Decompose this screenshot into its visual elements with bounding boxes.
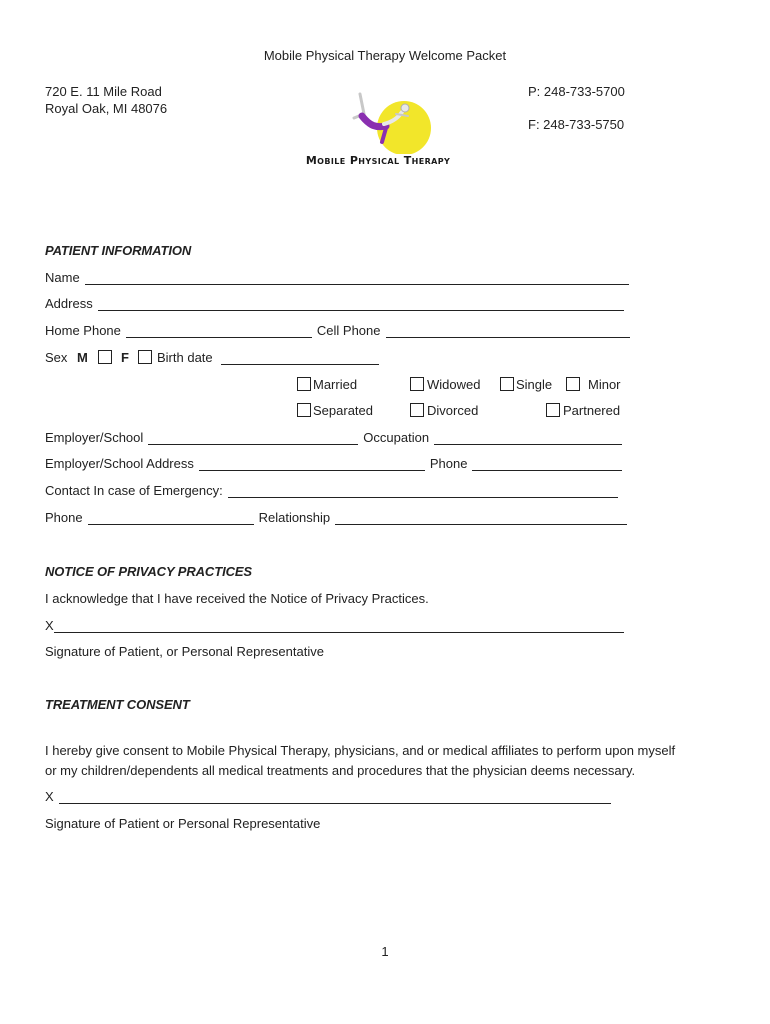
home-phone-label: Home Phone	[45, 323, 121, 338]
minor-label: Minor	[588, 377, 621, 392]
privacy-heading: NOTICE OF PRIVACY PRACTICES	[45, 564, 253, 579]
single-label: Single	[516, 377, 553, 392]
document-title: Mobile Physical Therapy Welcome Packet	[263, 48, 507, 63]
logo-figure-icon	[292, 88, 464, 154]
name-row	[45, 270, 629, 285]
sex-label: Sex	[45, 350, 68, 365]
relationship-label: Relationship	[258, 510, 331, 525]
clinic-address-line1: 720 E. 11 Mile Road	[45, 84, 162, 99]
birth-date-label: Birth date	[157, 350, 213, 365]
privacy-signature-caption: Signature of Patient, or Personal Representative	[45, 644, 324, 659]
address-label: Address	[45, 296, 93, 311]
privacy-x-mark: X	[45, 618, 54, 633]
page-number: 1	[381, 944, 389, 959]
partnered-label: Partnered	[563, 403, 621, 418]
logo-wordmark: Mobile Physical Therapy	[305, 154, 451, 167]
consent-signature-row	[45, 789, 611, 804]
emergency-contact-field[interactable]	[228, 485, 618, 498]
sex-f-checkbox[interactable]	[138, 350, 152, 364]
phone-row	[45, 323, 630, 338]
clinic-logo	[292, 88, 464, 172]
emergency-phone-row	[45, 510, 627, 525]
separated-checkbox[interactable]	[297, 403, 311, 417]
patient-info-heading: PATIENT INFORMATION	[45, 243, 192, 258]
emergency-phone-field[interactable]	[88, 512, 254, 525]
widowed-label: Widowed	[427, 377, 481, 392]
birth-date-field[interactable]	[221, 352, 379, 365]
privacy-acknowledge-text: I acknowledge that I have received the Notice of Privacy Practices.	[45, 591, 429, 606]
separated-label: Separated	[313, 403, 373, 418]
sex-m-checkbox[interactable]	[98, 350, 112, 364]
clinic-fax: F: 248-733-5750	[528, 117, 625, 132]
relationship-field[interactable]	[335, 512, 627, 525]
page-title	[0, 48, 770, 63]
home-phone-field[interactable]	[126, 325, 312, 338]
clinic-phone: P: 248-733-5700	[528, 84, 625, 99]
widowed-checkbox[interactable]	[410, 377, 424, 391]
emergency-contact-label: Contact In case of Emergency:	[45, 483, 223, 498]
consent-text-line1: I hereby give consent to Mobile Physical Therapy, physicians, and or medical affiliates to perform upon myself	[45, 743, 676, 758]
emergency-phone-label: Phone	[45, 510, 83, 525]
clinic-address-line2: Royal Oak, MI 48076	[45, 101, 168, 116]
employer-phone-label: Phone	[429, 456, 468, 471]
consent-signature-field[interactable]	[59, 791, 611, 804]
employer-address-row	[45, 456, 622, 471]
sex-f-label: F	[121, 350, 129, 365]
employer-address-field[interactable]	[199, 458, 425, 471]
minor-checkbox[interactable]	[566, 377, 580, 391]
consent-x-mark: X	[45, 789, 54, 804]
employer-field[interactable]	[148, 432, 358, 445]
address-row	[45, 296, 624, 311]
privacy-signature-row	[45, 618, 624, 633]
married-label: Married	[313, 377, 358, 392]
divorced-label: Divorced	[427, 403, 479, 418]
cell-phone-label: Cell Phone	[316, 323, 381, 338]
occupation-field[interactable]	[434, 432, 622, 445]
employer-label: Employer/School	[45, 430, 144, 445]
name-field[interactable]	[85, 272, 629, 285]
partnered-checkbox[interactable]	[546, 403, 560, 417]
married-checkbox[interactable]	[297, 377, 311, 391]
sex-m-label: M	[77, 350, 88, 365]
consent-signature-caption: Signature of Patient or Personal Representative	[45, 816, 321, 831]
address-field[interactable]	[98, 298, 624, 311]
divorced-checkbox[interactable]	[410, 403, 424, 417]
employer-row	[45, 430, 622, 445]
emergency-row	[45, 483, 618, 498]
employer-phone-field[interactable]	[472, 458, 622, 471]
consent-text-line2: or my children/dependents all medical treatments and procedures that the physician deems necessary.	[45, 763, 636, 778]
occupation-label: Occupation	[363, 430, 430, 445]
privacy-signature-field[interactable]	[54, 620, 624, 633]
name-label: Name	[45, 270, 80, 285]
employer-address-label: Employer/School Address	[45, 456, 194, 471]
single-checkbox[interactable]	[500, 377, 514, 391]
page-number-container	[0, 944, 770, 959]
consent-heading: TREATMENT CONSENT	[45, 697, 190, 712]
cell-phone-field[interactable]	[386, 325, 630, 338]
